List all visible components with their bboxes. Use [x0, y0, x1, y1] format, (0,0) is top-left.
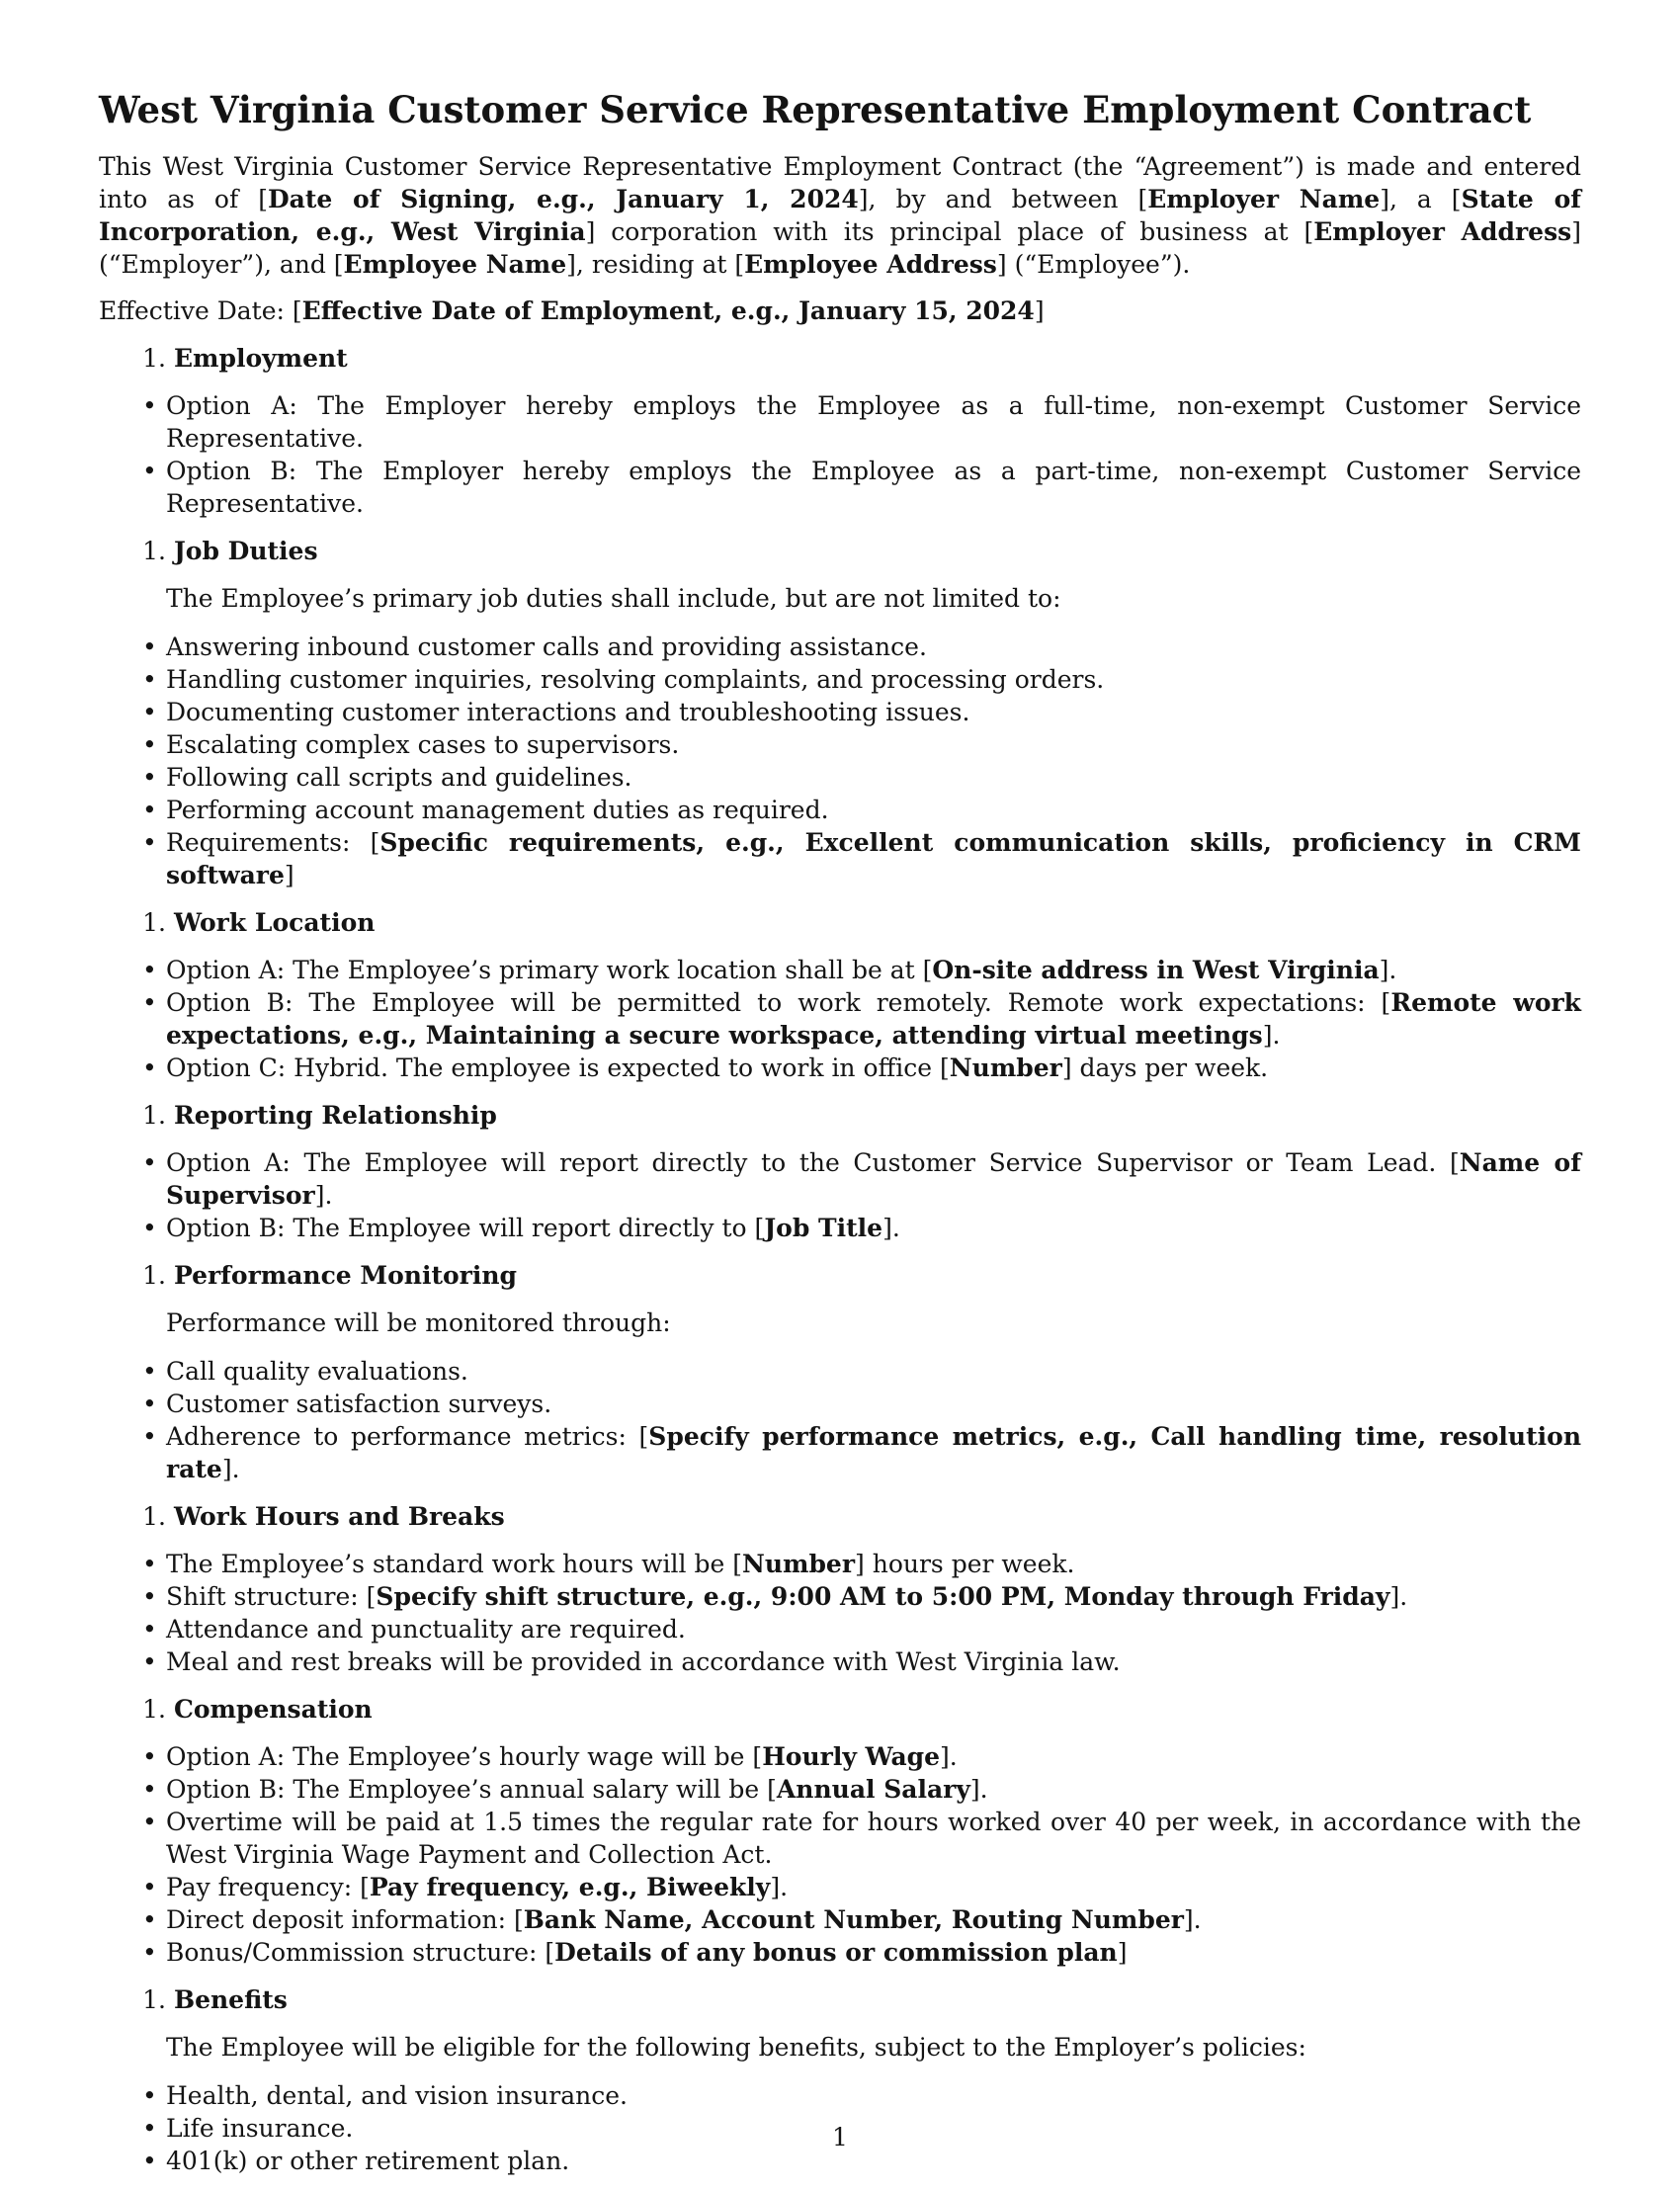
bullet: •: [142, 1054, 157, 1082]
section-title: Work Location: [173, 908, 376, 937]
section-number: 1.: [142, 1101, 166, 1130]
section-title: Benefits: [173, 1985, 288, 2014]
section-title: Compensation: [173, 1695, 373, 1724]
item-text: Documenting customer interactions and troubleshooting issues.: [166, 698, 970, 726]
text: ] hours per week.: [855, 1550, 1075, 1578]
bullet: •: [142, 1647, 157, 1676]
section-title: Employment: [173, 344, 348, 373]
section-lead: The Employee’s primary job duties shall include, but are not limited to:: [166, 584, 1061, 613]
bullet: •: [142, 2114, 157, 2143]
date-of-signing-placeholder: Date of Signing, e.g., January 1, 2024: [267, 185, 859, 213]
page-number: 1: [832, 2123, 848, 2151]
item-text: Attendance and punctuality are required.: [166, 1615, 686, 1644]
effective-date-line: [99, 295, 1581, 327]
text: Option A: The Employee’s hourly wage will be [: [166, 1742, 763, 1771]
item-text: Following call scripts and guidelines.: [166, 763, 632, 792]
list-item: [99, 389, 1581, 455]
job-duties-list: [99, 631, 1581, 891]
item-text: [166, 954, 1581, 986]
annual-salary-placeholder: Annual Salary: [776, 1775, 970, 1804]
list-item: [99, 761, 1581, 794]
list-item: [99, 1740, 1581, 1773]
text: Shift structure: [: [166, 1582, 377, 1611]
list-item: [99, 696, 1581, 728]
list-item: [99, 826, 1581, 891]
compensation-list: [99, 1740, 1581, 1969]
work-location-list: [99, 954, 1581, 1084]
list-item: [99, 1212, 1581, 1244]
pay-frequency-placeholder: Pay frequency, e.g., Biweekly: [369, 1873, 771, 1901]
intro-text: This West Virginia Customer Service Representative Employment Contract (the “Agreement”) is made and entered into as of [: [99, 152, 1581, 213]
section-heading-employment: [99, 342, 1581, 375]
section-number: 1.: [142, 537, 166, 565]
list-item: [99, 1420, 1581, 1485]
item-text: Performing account management duties as required.: [166, 796, 829, 824]
text: Bonus/Commission structure: [: [166, 1938, 555, 1967]
list-item: [99, 1355, 1581, 1388]
bullet: •: [142, 1357, 157, 1386]
list-item: [99, 1388, 1581, 1420]
list-item: [99, 728, 1581, 761]
intro-text: ], residing at [: [566, 250, 745, 279]
intro-text: ], by and between [: [858, 185, 1148, 213]
text: ].: [1389, 1582, 1408, 1611]
list-item: [99, 1936, 1581, 1969]
bullet: •: [142, 828, 157, 857]
intro-text: ] (“Employer”), and [: [99, 217, 1581, 279]
bullet: •: [142, 988, 157, 1017]
bullet: •: [142, 1905, 157, 1934]
hourly-wage-placeholder: Hourly Wage: [762, 1742, 941, 1771]
work-hours-list: [99, 1548, 1581, 1678]
section-number: 1.: [142, 1985, 166, 2014]
onsite-address-placeholder: On-site address in West Virginia: [932, 956, 1380, 984]
text: ].: [1183, 1905, 1202, 1934]
effective-date-label: Effective Date: [: [99, 296, 302, 325]
item-text: Escalating complex cases to supervisors.: [166, 730, 680, 759]
bracket: ]: [1034, 296, 1045, 325]
remote-expectations-placeholder: Remote work expectations, e.g., Maintaining a secure workspace, attending virtual meetings: [166, 988, 1581, 1050]
list-item: [99, 1580, 1581, 1613]
text: Option B: The Employee’s annual salary will be [: [166, 1775, 777, 1804]
list-item: [99, 1613, 1581, 1645]
bullet: •: [142, 956, 157, 984]
bonus-plan-placeholder: Details of any bonus or commission plan: [554, 1938, 1118, 1967]
item-text: Meal and rest breaks will be provided in accordance with West Virginia law.: [166, 1647, 1121, 1676]
text: ].: [221, 1455, 240, 1483]
section-lead: Performance will be monitored through:: [166, 1308, 671, 1337]
list-item: [99, 455, 1581, 520]
requirements-placeholder: Specific requirements, e.g., Excellent communication skills, proficiency in CRM software: [166, 828, 1581, 889]
employer-address-placeholder: Employer Address: [1313, 217, 1572, 246]
item-text: Health, dental, and vision insurance.: [166, 2081, 629, 2110]
office-days-placeholder: Number: [949, 1054, 1062, 1082]
item-text: Option A: The Employer hereby employs the Employee as a full-time, non-exempt Customer Service Representative.: [166, 391, 1581, 453]
bullet: •: [142, 1148, 157, 1177]
item-text: [166, 1146, 1581, 1212]
bullet: •: [142, 763, 157, 792]
list-item: [99, 631, 1581, 663]
item-text: [166, 1936, 1581, 1969]
bank-details-placeholder: Bank Name, Account Number, Routing Number: [523, 1905, 1184, 1934]
item-text: [166, 1871, 1581, 1903]
state-of-incorporation-placeholder: State of Incorporation, e.g., West Virginia: [99, 185, 1581, 246]
item-text: Overtime will be paid at 1.5 times the regular rate for hours worked over 40 per week, in accordance with the West Virginia Wage Payment and Collection Act.: [166, 1808, 1581, 1869]
bullet: •: [142, 457, 157, 485]
bullet: •: [142, 1808, 157, 1836]
section-heading-benefits: [99, 1983, 1581, 2016]
section-number: 1.: [142, 1695, 166, 1724]
text: Option A: The Employee will report directly to the Customer Service Supervisor or Team Lead. [: [166, 1148, 1460, 1177]
list-item: [99, 1806, 1581, 1871]
bullet: •: [142, 1550, 157, 1578]
text: Adherence to performance metrics: [: [166, 1422, 649, 1451]
list-item: [99, 986, 1581, 1052]
text: ] days per week.: [1061, 1054, 1269, 1082]
bullet: •: [142, 1775, 157, 1804]
section-number: 1.: [142, 908, 166, 937]
text: Option B: The Employee will report directly to [: [166, 1214, 765, 1242]
section-title: Work Hours and Breaks: [173, 1502, 505, 1531]
text: ]: [284, 861, 294, 889]
item-text: [166, 1420, 1581, 1485]
intro-text: ] (“Employee”).: [996, 250, 1191, 279]
bullet: •: [142, 2081, 157, 2110]
employee-name-placeholder: Employee Name: [343, 250, 567, 279]
text: Requirements: [: [166, 828, 380, 857]
section-heading-work-location: [99, 906, 1581, 939]
list-item: [99, 2079, 1581, 2112]
text: Option B: The Employee will be permitted to work remotely. Remote work expectations: [: [166, 988, 1391, 1017]
text: ].: [940, 1742, 958, 1771]
text: Option C: Hybrid. The employee is expected to work in office [: [166, 1054, 950, 1082]
document-title: West Virginia Customer Service Representative Employment Contract: [99, 88, 1532, 131]
bullet: •: [142, 1615, 157, 1644]
intro-text: ], a [: [1380, 185, 1462, 213]
item-text: Answering inbound customer calls and providing assistance.: [166, 632, 927, 661]
employment-options-list: [99, 389, 1581, 520]
hours-number-placeholder: Number: [741, 1550, 856, 1578]
item-text: Handling customer inquiries, resolving complaints, and processing orders.: [166, 665, 1105, 694]
employee-address-placeholder: Employee Address: [744, 250, 997, 279]
text: ].: [1262, 1021, 1281, 1050]
bullet: •: [142, 1390, 157, 1418]
intro-text: ] corporation with its principal place of business at [: [585, 217, 1314, 246]
section-number: 1.: [142, 1502, 166, 1531]
bullet: •: [142, 665, 157, 694]
section-heading-compensation: [99, 1693, 1581, 1726]
list-item: [99, 1146, 1581, 1212]
bullet: •: [142, 632, 157, 661]
item-text: Life insurance.: [166, 2114, 354, 2143]
text: Pay frequency: [: [166, 1873, 370, 1901]
employer-name-placeholder: Employer Name: [1147, 185, 1381, 213]
item-text: Customer satisfaction surveys.: [166, 1390, 552, 1418]
item-text: [166, 826, 1581, 891]
bullet: •: [142, 1422, 157, 1451]
item-text: [166, 1903, 1581, 1936]
bullet: •: [142, 391, 157, 420]
text: The Employee’s standard work hours will be [: [166, 1550, 742, 1578]
text: ].: [969, 1775, 988, 1804]
item-text: [166, 1052, 1581, 1084]
list-item: [99, 663, 1581, 696]
performance-metrics-placeholder: Specify performance metrics, e.g., Call handling time, resolution rate: [166, 1422, 1582, 1483]
bullet: •: [142, 2147, 157, 2175]
performance-list: [99, 1355, 1581, 1485]
effective-date-placeholder: Effective Date of Employment, e.g., January 15, 2024: [301, 296, 1035, 325]
section-lead: The Employee will be eligible for the following benefits, subject to the Employer’s policies:: [166, 2033, 1306, 2062]
item-text: [166, 1773, 1581, 1806]
item-text: Call quality evaluations.: [166, 1357, 468, 1386]
text: ].: [770, 1873, 789, 1901]
reporting-list: [99, 1146, 1581, 1244]
bullet: •: [142, 1938, 157, 1967]
item-text: Option B: The Employer hereby employs the Employee as a part-time, non-exempt Customer Service Representative.: [166, 457, 1581, 518]
list-item: [99, 1773, 1581, 1806]
list-item: [99, 1645, 1581, 1678]
section-number: 1.: [142, 1261, 166, 1290]
text: Option A: The Employee’s primary work location shall be at [: [166, 956, 933, 984]
section-title: Performance Monitoring: [173, 1261, 517, 1290]
item-text: [166, 1212, 1581, 1244]
bullet: •: [142, 698, 157, 726]
list-item: [99, 954, 1581, 986]
list-item: [99, 794, 1581, 826]
job-title-placeholder: Job Title: [764, 1214, 883, 1242]
section-title: Job Duties: [173, 537, 318, 565]
bullet: •: [142, 1742, 157, 1771]
list-item: [99, 1052, 1581, 1084]
section-heading-performance: [99, 1259, 1581, 1292]
section-title: Reporting Relationship: [173, 1101, 497, 1130]
list-item: [99, 1871, 1581, 1903]
text: ].: [1379, 956, 1397, 984]
bullet: •: [142, 796, 157, 824]
shift-structure-placeholder: Specify shift structure, e.g., 9:00 AM to 5:00 PM, Monday through Friday: [376, 1582, 1390, 1611]
section-heading-job-duties: [99, 535, 1581, 567]
text: Direct deposit information: [: [166, 1905, 524, 1934]
bullet: •: [142, 730, 157, 759]
item-text: 401(k) or other retirement plan.: [166, 2147, 570, 2175]
text: ].: [882, 1214, 900, 1242]
bullet: •: [142, 1582, 157, 1611]
bullet: •: [142, 1873, 157, 1901]
text: ]: [1117, 1938, 1128, 1967]
intro-paragraph: [99, 150, 1581, 281]
item-text: [166, 1580, 1581, 1613]
item-text: [166, 1740, 1581, 1773]
section-heading-work-hours: [99, 1500, 1581, 1533]
item-text: [166, 1548, 1581, 1580]
list-item: [99, 1903, 1581, 1936]
text: ].: [314, 1181, 333, 1210]
list-item: [99, 1548, 1581, 1580]
section-number: 1.: [142, 344, 166, 373]
supervisor-name-placeholder: Name of Supervisor: [166, 1148, 1581, 1210]
item-text: [166, 986, 1581, 1052]
bullet: •: [142, 1214, 157, 1242]
document-page: [99, 87, 1581, 2192]
section-heading-reporting: [99, 1099, 1581, 1132]
